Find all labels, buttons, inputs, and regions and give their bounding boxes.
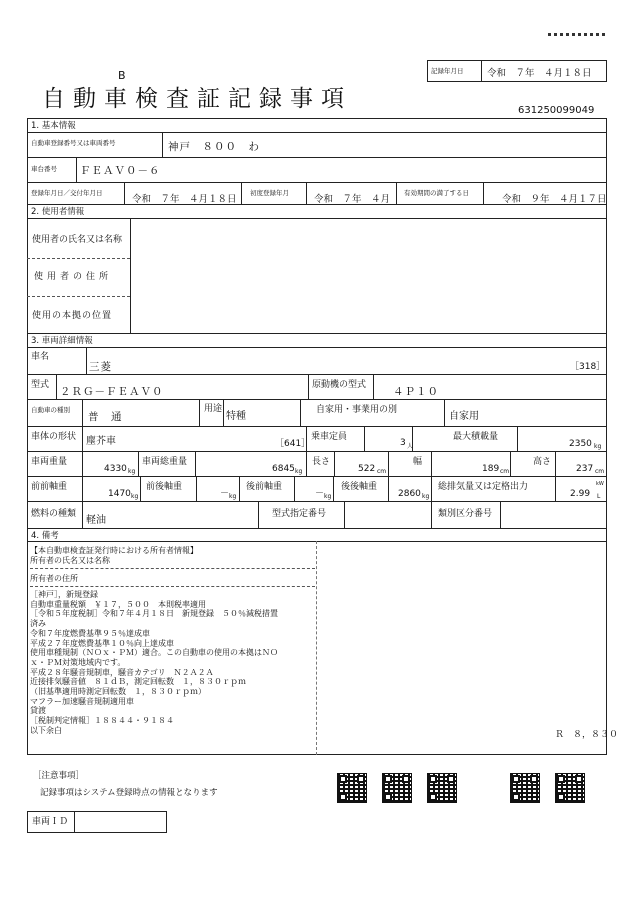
- weight-value: 4330: [104, 464, 127, 474]
- reg-date-value: 令和 ７年 ４月１８日: [132, 194, 237, 205]
- section-remarks-heading: 4. 備考: [31, 531, 59, 541]
- vehicle-id-label: 車両ＩＤ: [32, 817, 69, 827]
- gross-label: 車両総重量: [142, 457, 188, 467]
- remark-line: 平成２８年騒音規制車，騒音カテゴリ Ｎ２Ａ２Ａ: [30, 667, 214, 677]
- unit-cm-3: cm: [595, 468, 605, 475]
- remark-line: 貸渡: [30, 706, 46, 716]
- displacement-label: 総排気量又は定格出力: [438, 482, 529, 492]
- user-base-label: 使用の本拠の位置: [32, 311, 113, 321]
- maker-code: ［318］: [570, 362, 606, 372]
- use-label: 用途: [204, 404, 223, 414]
- reg-no-label: 自動車登録番号又は車両番号: [31, 139, 116, 147]
- displacement-value: 2.99: [570, 489, 591, 499]
- owner-info-heading: 【本自動車検査証発行時における所有者情報】: [30, 546, 198, 555]
- reg-date-label: 登録年月日／交付年月日: [31, 189, 103, 197]
- qr-code-2: [382, 773, 412, 803]
- capacity-label: 乗車定員: [311, 432, 348, 442]
- unit-l: L: [597, 493, 601, 500]
- length-value: 522: [358, 464, 376, 474]
- rr-axle-value: 2860: [398, 489, 421, 499]
- remark-line: 平成２７年度燃費基準１０％向上達成車: [30, 638, 174, 648]
- remark-line: 以下余白: [30, 725, 62, 735]
- unit-kg-4: kg: [131, 493, 139, 500]
- remarks-list: [30, 590, 450, 736]
- body-code: ［641］: [275, 439, 311, 449]
- owner-address-label: 所有者の住所: [30, 574, 78, 583]
- rf-axle-label: 後前軸重: [246, 482, 283, 492]
- qr-code-1: [337, 773, 367, 803]
- fuel-label: 燃料の種類: [31, 509, 77, 519]
- private-value: 自家用: [449, 411, 479, 422]
- first-reg-value: 令和 ７年 ４月: [314, 194, 391, 205]
- remark-line: マフラー加速騒音規制適用車: [30, 696, 134, 706]
- owner-name-label: 所有者の氏名又は名称: [30, 556, 110, 565]
- width-value: 189: [482, 464, 500, 474]
- height-label: 高さ: [533, 457, 552, 467]
- unit-kw: kW: [596, 481, 604, 487]
- body-value: 塵芥車: [86, 436, 116, 447]
- unit-kg-7: kg: [422, 493, 430, 500]
- notes-heading: ［注意事項］: [33, 771, 85, 781]
- reg-no-value: 神戸 ８００ わ: [168, 141, 260, 153]
- weight-label: 車両重量: [31, 457, 68, 467]
- designation-label: 型式指定番号: [272, 509, 327, 519]
- max-load-label: 最大積載量: [453, 432, 499, 442]
- notes-text: 記録事項はシステム登録時点の情報となります: [40, 788, 218, 798]
- remark-line: ［神戸］，新規登録: [30, 590, 98, 599]
- document-title: 自動車検査証記録事項: [42, 86, 352, 112]
- remark-line: （旧基準適用時測定回転数 １，８３０ｒｐｍ）: [30, 687, 206, 697]
- remark-line: 使用車種規制（ＮＯｘ・ＰＭ）適合。この自動車の使用の本拠はＮＯ: [30, 648, 278, 658]
- kind-label: 自動車の種別: [31, 406, 70, 414]
- engine-label: 原動機の型式: [312, 380, 367, 390]
- ff-axle-value: 1470: [108, 489, 131, 499]
- scan-mark: [548, 33, 606, 36]
- chassis-value: ＦＥＡＶ０－６: [80, 165, 161, 177]
- remark-line: 済み: [30, 619, 46, 629]
- remark-line: 令和７年度燃費基準９５％達成車: [30, 628, 150, 638]
- remark-line: 近接排気騒音値 ８１ｄＢ，測定回転数 １，８３０ｒｐｍ: [30, 677, 246, 687]
- user-name-label: 使用者の氏名又は名称: [32, 235, 123, 245]
- doc-number: 631250099049: [518, 105, 595, 116]
- record-date-label: 記録年月日: [431, 67, 464, 75]
- ff-axle-label: 前前軸重: [31, 482, 68, 492]
- length-label: 長さ: [312, 457, 331, 467]
- unit-cm-1: cm: [377, 468, 387, 475]
- unit-cm-2: cm: [500, 468, 510, 475]
- record-date-value: 令和 ７年 ４月１８日: [487, 68, 592, 79]
- unit-kg-2: kg: [128, 468, 136, 475]
- qr-code-5: [555, 773, 585, 803]
- engine-value: ４Ｐ１０: [393, 386, 439, 398]
- fr-axle-label: 前後軸重: [146, 482, 183, 492]
- unit-kg-6: kg: [324, 493, 332, 500]
- remark-line: ｘ・ＰＭ対策地域内です。: [30, 657, 126, 667]
- max-load-value: 2350: [569, 439, 592, 449]
- remark-line: 自動車重量税額 ￥１７，５００ 本則税率適用: [30, 599, 206, 609]
- kind-value: 普 通: [88, 411, 123, 423]
- maker-label: 車名: [31, 352, 50, 362]
- rf-axle-value: －: [315, 489, 325, 499]
- remark-line: ［税制判定情報］１８８４４・９１８４: [30, 716, 174, 726]
- maker-value: 三菱: [89, 361, 112, 373]
- qr-code-3: [427, 773, 457, 803]
- unit-person: 人: [407, 443, 414, 450]
- section-vehicle-heading: 3. 車両詳細情報: [31, 336, 93, 346]
- user-address-label: 使用者の住所: [34, 272, 113, 282]
- body-label: 車体の形状: [31, 432, 77, 442]
- qr-code-4: [510, 773, 540, 803]
- height-value: 237: [576, 464, 594, 474]
- unit-kg-1: kg: [594, 443, 602, 450]
- fuel-value: 軽油: [86, 515, 106, 526]
- ref-code: Ｒ ８，８３０: [555, 730, 619, 740]
- gross-value: 6845: [272, 464, 295, 474]
- first-reg-label: 初度登録年月: [250, 189, 289, 197]
- capacity-value: 3: [400, 438, 406, 448]
- model-value: ２ＲＧ－ＦＥＡＶ０: [60, 386, 164, 398]
- category-label: 類別区分番号: [438, 509, 493, 519]
- unit-kg-5: kg: [229, 493, 237, 500]
- fr-axle-value: －: [220, 489, 230, 499]
- rr-axle-label: 後後軸重: [341, 482, 378, 492]
- model-label: 型式: [31, 380, 50, 390]
- section-basic-heading: 1. 基本情報: [31, 121, 76, 131]
- unit-kg-3: kg: [295, 468, 303, 475]
- form-mark: B: [118, 69, 126, 82]
- chassis-label: 車台番号: [31, 165, 57, 173]
- width-label: 幅: [413, 457, 423, 467]
- section-user-heading: 2. 使用者情報: [31, 207, 85, 217]
- expiry-value: 令和 ９年 ４月１７日: [502, 194, 607, 205]
- use-value: 特種: [226, 411, 246, 422]
- expiry-label: 有効期間の満了する日: [404, 189, 469, 197]
- private-label: 自家用・事業用の別: [316, 405, 398, 415]
- remark-line: ［令和５年度税制］令和７年４月１８日 新規登録 ５０％減税措置: [30, 609, 278, 619]
